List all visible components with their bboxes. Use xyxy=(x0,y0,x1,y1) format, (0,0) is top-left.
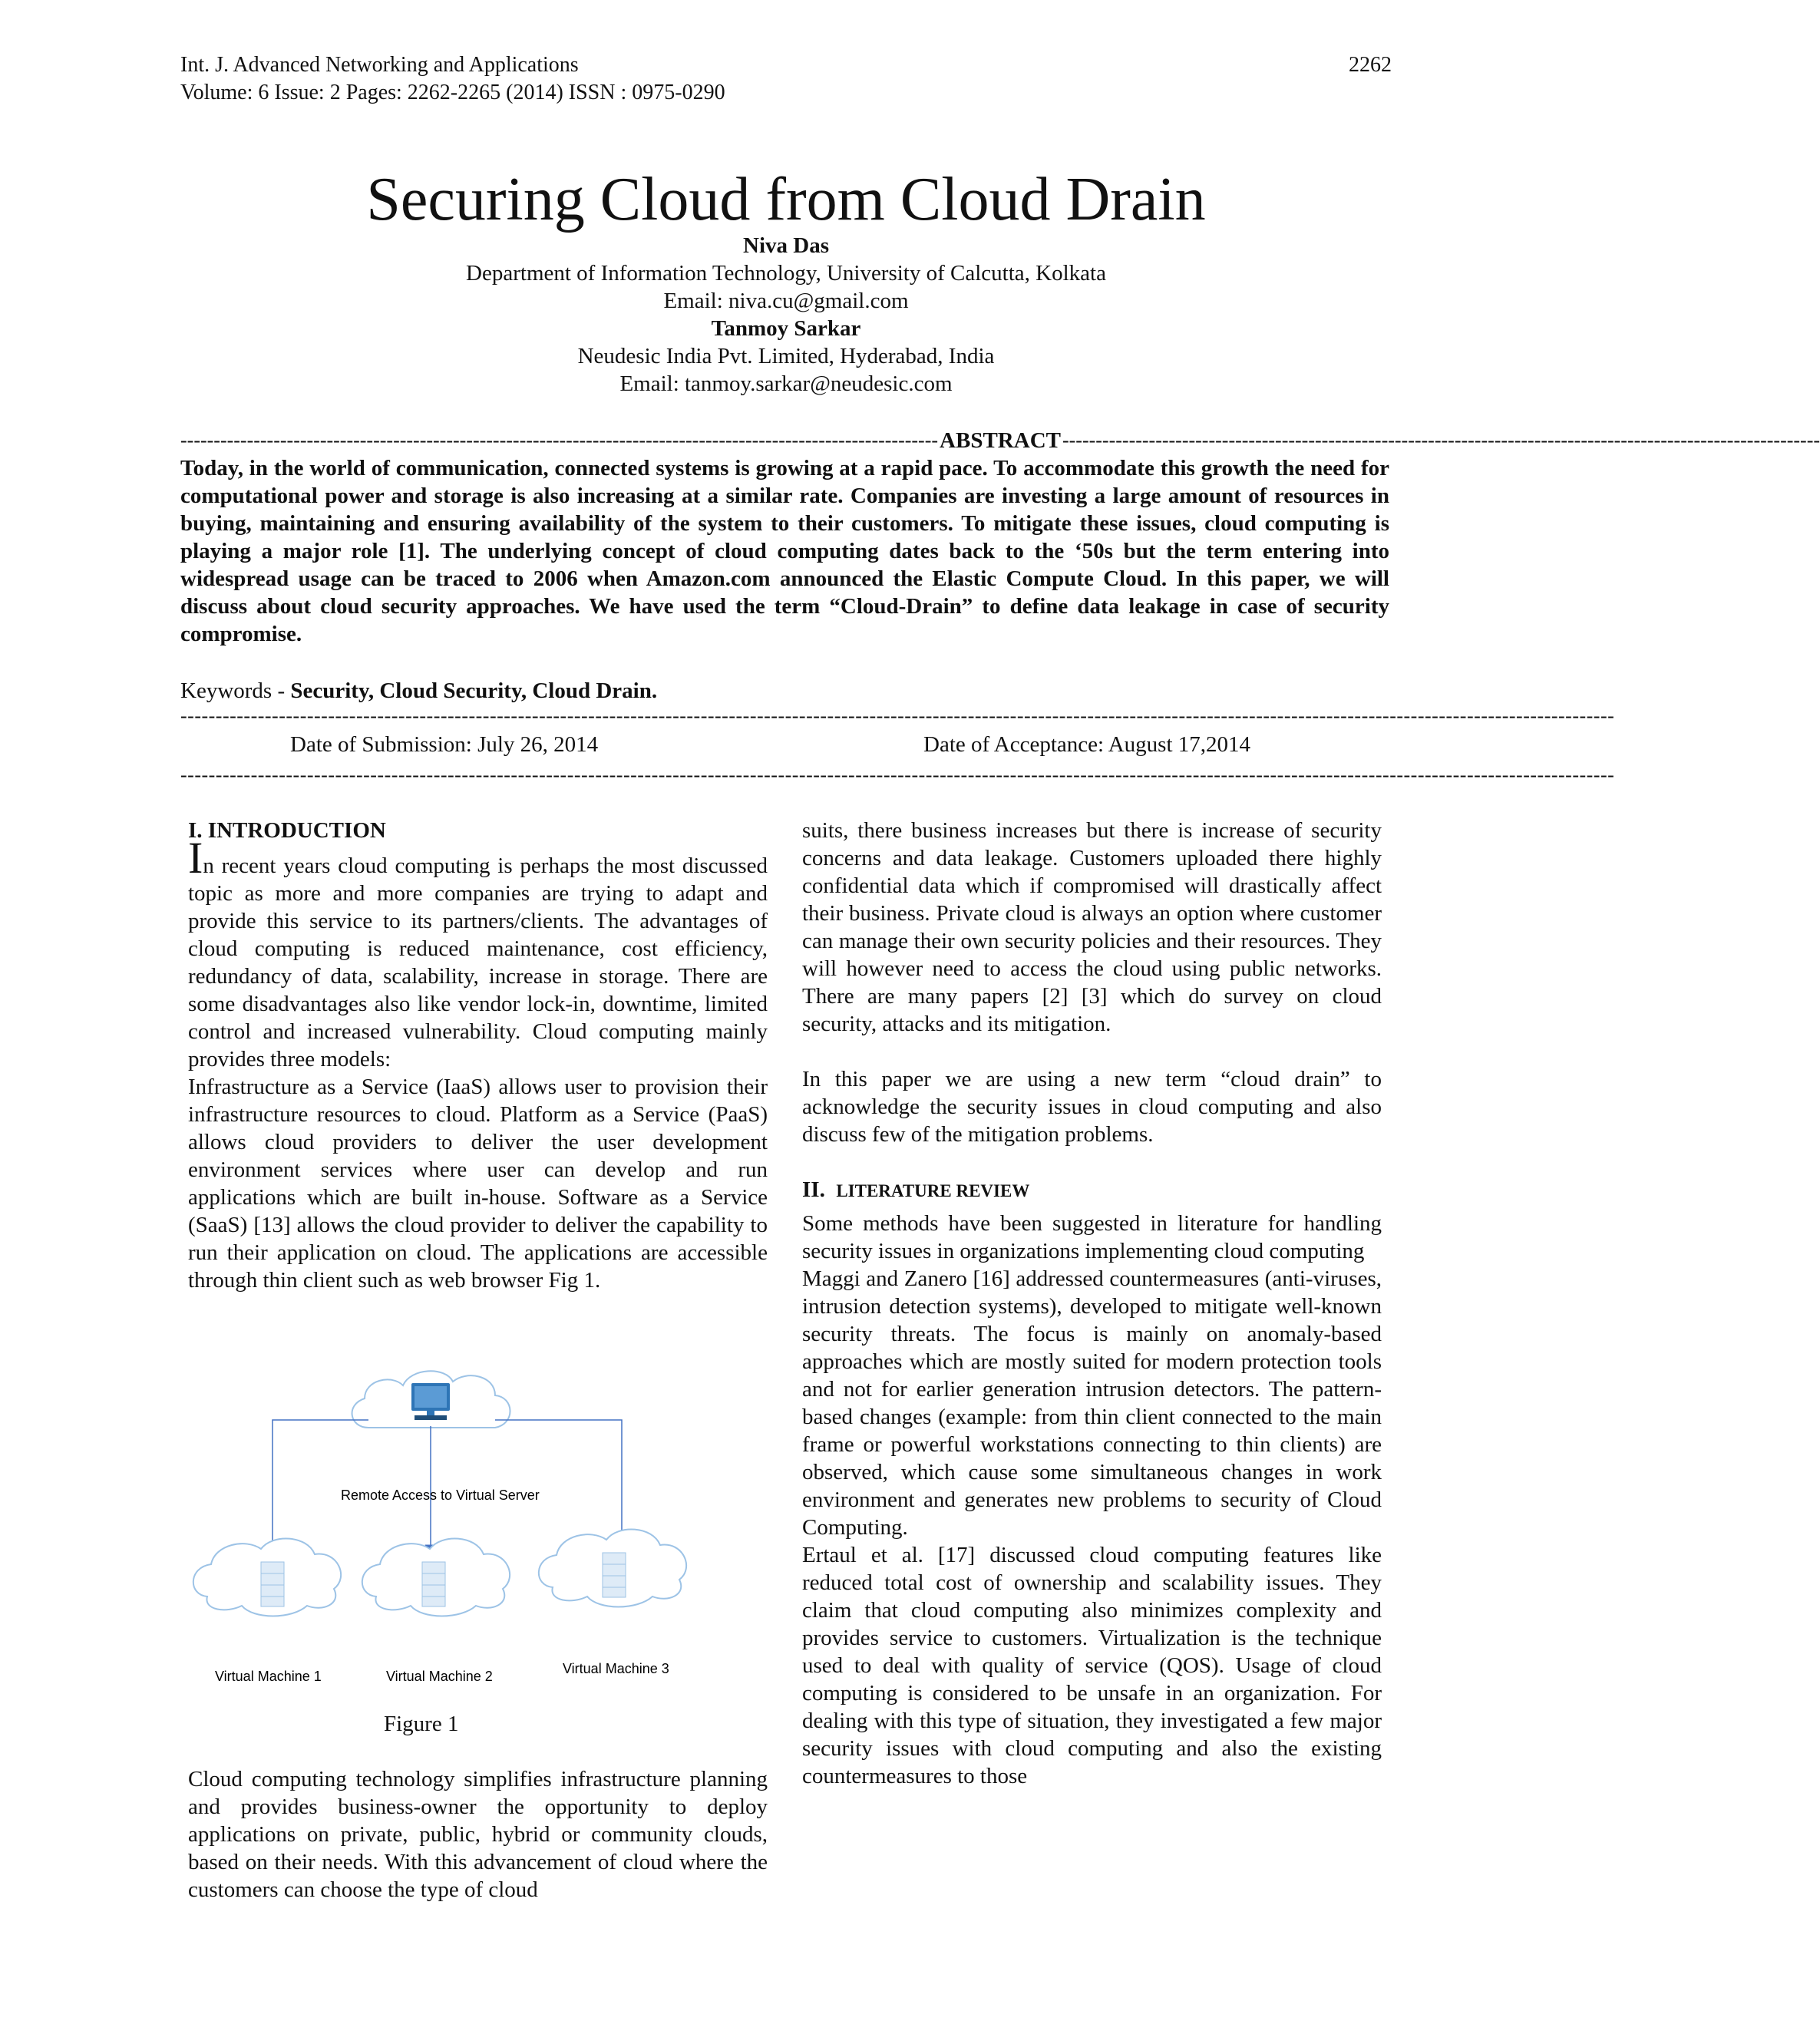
section-heading-literature-review xyxy=(802,1176,1382,1205)
server-icon xyxy=(261,1562,284,1606)
paragraph: Infrastructure as a Service (IaaS) allows user to provision their infrastructure resources to cloud. Platform as a Service (PaaS) allows cloud providers to deliver the user development environment services where user can develop and run applications which are built in-house. Software as a Service (SaaS) [13] allows the cloud provider to deliver the capability to run their application on cloud. The applications are accessible through thin client such as web browser Fig 1. xyxy=(188,1075,768,1293)
author-name: Tanmoy Sarkar xyxy=(711,316,861,341)
server-icon xyxy=(422,1562,445,1606)
intro-body-continued xyxy=(188,1765,768,1904)
figure-center-label: Remote Access to Virtual Server xyxy=(341,1488,540,1503)
abstract-heading-row xyxy=(180,427,1820,454)
abstract-text: Today, in the world of communication, connected systems is growing at a rapid pace. To accommodate this growth the need for computational power and storage is also increasing at a similar rate. Companies are investing a large amount of resources in buying, maintaining and ensuring availability of the system to their customers. To mitigate these issues, cloud computing is playing a major role [1]. The underlying concept of cloud computing dates back to the ‘50s but the term entering into widespread usage can be traced to 2006 when Amazon.com announced the Elastic Compute Cloud. In this paper, we will discuss about cloud security approaches. We have used the term “Cloud-Drain” to define data leakage in case of security compromise. xyxy=(180,456,1389,646)
keywords xyxy=(180,677,657,705)
author-affiliation: Neudesic India Pvt. Limited, Hyderabad, India xyxy=(577,344,995,368)
paragraph: In this paper we are using a new term “cloud drain” to acknowledge the security issues in cloud computing and also discuss few of the mitigation problems. xyxy=(802,1067,1382,1147)
author-email: Email: tanmoy.sarkar@neudesic.com xyxy=(619,371,953,396)
section-number: II. xyxy=(802,1177,825,1202)
page-number: 2262 xyxy=(1349,53,1392,77)
volume-line: Volume: 6 Issue: 2 Pages: 2262-2265 (2014) ISSN : 0975-0290 xyxy=(180,81,725,104)
server-icon xyxy=(603,1553,626,1597)
abstract-label: ABSTRACT xyxy=(940,428,1061,453)
figure-1 xyxy=(184,1366,706,1696)
paper-title: Securing Cloud from Cloud Drain xyxy=(366,166,1206,233)
paragraph: Ertaul et al. [17] discussed cloud computing features like reduced total cost of ownership and scalability issues. They claim that cloud computing also minimizes complexity and provides service to customers. Virtualization is the technique used to deal with quality of service (QOS). Usage of cloud computing is considered to be unsafe in an organization. For dealing with this type of situation, they investigated a few major security issues with cloud computing and also the existing countermeasures to those xyxy=(802,1543,1382,1788)
divider: ------------------------------------------------------------------------------------------------------------------ xyxy=(180,429,939,451)
paragraph: suits, there business increases but there is increase of security concerns and data leakage. Customers uploaded there highly confidential data which if compromised will drastically affect their business. Private cloud is always an option where customer can manage their own security policies and their resources. They will however need to access the cloud using public networks. There are many papers [2] [3] which do survey on cloud security, attacks and its mitigation. xyxy=(802,818,1382,1036)
divider: ------------------------------------------------------------------------------------------------------------------------------------------------------------------------------------------------------------ xyxy=(180,764,1615,786)
vm-label: Virtual Machine 1 xyxy=(215,1669,322,1684)
author-affiliation: Department of Information Technology, University of Calcutta, Kolkata xyxy=(466,261,1106,286)
paragraph xyxy=(188,833,768,1073)
paragraph: Some methods have been suggested in literature for handling security issues in organizations implementing cloud computing xyxy=(802,1211,1382,1263)
divider: ------------------------------------------------------------------------------------------------------------------------------------------------------------------------------------------------------------ xyxy=(180,705,1615,727)
section-heading-introduction: I. INTRODUCTION xyxy=(188,818,386,843)
journal-name: Int. J. Advanced Networking and Applications xyxy=(180,53,579,77)
figure-caption: Figure 1 xyxy=(384,1712,459,1736)
divider: ------------------------------------------------------------------------------------------------------------------ xyxy=(1062,429,1820,451)
keywords-label: Keywords - xyxy=(180,679,291,703)
paragraph-text: n recent years cloud computing is perhaps the most discussed topic as more and more companies are trying to adapt and provide this service to its partners/clients. The advantages of cloud computing is reduced maintenance, cost efficiency, redundancy of data, scalability, increase in storage. There are some disadvantages also like vendor lock-in, downtime, limited control and increased vulnerability. Cloud computing mainly provides three models: xyxy=(188,854,768,1071)
acceptance-date: Date of Acceptance: August 17,2014 xyxy=(923,732,1251,757)
drop-cap: I xyxy=(188,833,203,883)
right-column xyxy=(802,817,1382,1790)
keywords-terms: Security, Cloud Security, Cloud Drain. xyxy=(290,679,658,703)
paragraph: Maggi and Zanero [16] addressed countermeasures (anti-viruses, intrusion detection systems), developed to mitigate well-known security threats. The focus is mainly on anomaly-based approaches which are mostly suited for modern protection tools and not for earlier generation intrusion detectors. The pattern-based changes (example: from thin client connected to the main frame or powerful workstations connecting to thin clients) are observed, which cause some simultaneous changes in work environment and generates new problems to security of Cloud Computing. xyxy=(802,1266,1382,1540)
author-name: Niva Das xyxy=(743,233,829,258)
intro-body xyxy=(188,833,768,1294)
section-title: LITERATURE REVIEW xyxy=(836,1181,1030,1200)
paragraph: Cloud computing technology simplifies infrastructure planning and provides business-owner the opportunity to deploy applications on private, public, hybrid or community clouds, based on their needs. With this advancement of cloud where the customers can choose the type of cloud xyxy=(188,1767,768,1902)
vm-label: Virtual Machine 2 xyxy=(386,1669,493,1684)
connector-lines xyxy=(273,1420,622,1550)
vm-label: Virtual Machine 3 xyxy=(563,1661,669,1676)
figure-1-diagram xyxy=(184,1366,706,1696)
submission-date: Date of Submission: July 26, 2014 xyxy=(290,732,599,757)
author-email: Email: niva.cu@gmail.com xyxy=(663,289,909,313)
